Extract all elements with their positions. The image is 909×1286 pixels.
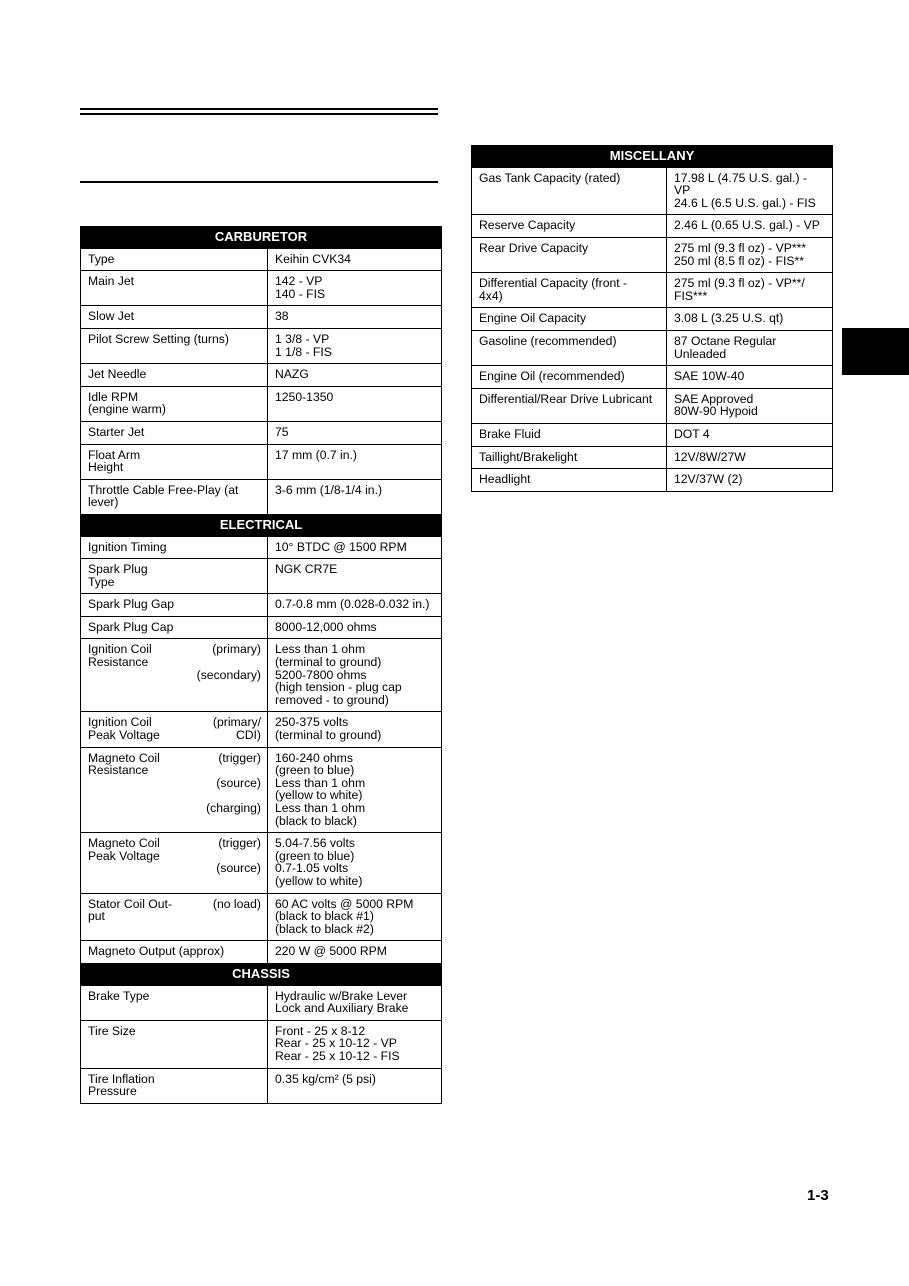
spec-value-cell: NAZG [268,364,442,387]
spec-label-cell: Spark Plug Type [81,559,268,594]
spec-value-cell: NGK CR7E [268,559,442,594]
spec-value-cell: 2.46 L (0.65 U.S. gal.) - VP [667,215,833,238]
spec-label: Ignition Coil Resistance [88,642,152,670]
spec-label: Magneto Coil Resistance [88,750,160,778]
spec-value-cell: Less than 1 ohm (terminal to ground) 5200-7800 ohms (high tension - plug cap removed - to ground) [268,639,442,712]
spec-label-cell: Reserve Capacity [472,215,667,238]
table-row [81,328,442,363]
table-row [472,446,833,469]
spec-value-cell: 3-6 mm (1/8-1/4 in.) [268,479,442,514]
spec-label-cell: Pilot Screw Setting (turns) [81,328,268,363]
table-row [81,747,442,833]
page-number: 1-3 [807,1187,829,1204]
spec-value-cell: Keihin CVK34 [268,248,442,271]
spec-value-cell: 1 3/8 - VP 1 1/8 - FIS [268,328,442,363]
spec-label-cell: Starter Jet [81,421,268,444]
chassis-section-title: CHASSIS [81,963,442,985]
spec-value-cell: DOT 4 [667,423,833,446]
table-row [472,237,833,272]
table-row [81,594,442,617]
spec-value-cell: 250-375 volts (terminal to ground) [268,712,442,747]
table-row [81,941,442,964]
table-row [81,364,442,387]
spec-label-cell: Type [81,248,268,271]
spec-label-cell: Jet Needle [81,364,268,387]
spec-value-cell: 17 mm (0.7 in.) [268,444,442,479]
table-row [81,306,442,329]
table-row [472,273,833,308]
spec-value-cell: 3.08 L (3.25 U.S. qt) [667,308,833,331]
table-row [81,559,442,594]
chapter-tab-marker [842,328,909,375]
table-row [81,893,442,941]
spec-value-cell: SAE Approved 80W-90 Hypoid [667,388,833,423]
miscellany-table [471,145,833,492]
electrical-section-header [81,514,442,536]
spec-value-cell: 75 [268,421,442,444]
spec-label-cell: Rear Drive Capacity [472,237,667,272]
spec-label-cell: Magneto Output (approx) [81,941,268,964]
spec-label-cell: Differential/Rear Drive Lubricant [472,388,667,423]
header-single-rule [80,181,438,183]
table-row [81,536,442,559]
table-row [81,985,442,1020]
spec-value-cell: 10° BTDC @ 1500 RPM [268,536,442,559]
spec-value-cell: 38 [268,306,442,329]
table-row [81,1020,442,1068]
spec-label-cell: Main Jet [81,271,268,306]
table-row [472,388,833,423]
spec-label-cell: Taillight/Brakelight [472,446,667,469]
spec-label-cell [81,833,268,893]
spec-label-cell: Engine Oil Capacity [472,308,667,331]
miscellany-section-header [472,146,833,168]
spec-value-cell: 87 Octane Regular Unleaded [667,330,833,365]
spec-label-cell: Differential Capacity (front - 4x4) [472,273,667,308]
spec-label: Ignition Coil Peak Voltage [88,715,160,743]
table-row [81,616,442,639]
spec-label-cell: Engine Oil (recommended) [472,366,667,389]
table-row [81,479,442,514]
spec-label: Magneto Coil Peak Voltage [88,836,160,863]
chassis-section-header [81,963,442,985]
spec-value-cell: 160-240 ohms (green to blue) Less than 1 ohm (yellow to white) Less than 1 ohm (black to black) [268,747,442,833]
carburetor-section-header [81,227,442,249]
spec-value-cell: Front - 25 x 8-12 Rear - 25 x 10-12 - VP Rear - 25 x 10-12 - FIS [268,1020,442,1068]
spec-label-cell: Slow Jet [81,306,268,329]
spec-label-cell [81,639,268,712]
miscellany-section-title: MISCELLANY [472,146,833,168]
spec-qualifier: (trigger) (source) (charging) [206,750,261,815]
spec-value-cell: 17.98 L (4.75 U.S. gal.) - VP 24.6 L (6.5 U.S. gal.) - FIS [667,167,833,215]
spec-label-cell [81,747,268,833]
spec-value-cell: 275 ml (9.3 fl oz) - VP*** 250 ml (8.5 fl oz) - FIS** [667,237,833,272]
spec-value-cell: SAE 10W-40 [667,366,833,389]
table-row [472,167,833,215]
spec-value-cell: 220 W @ 5000 RPM [268,941,442,964]
spec-label-cell: Gasoline (recommended) [472,330,667,365]
electrical-section-title: ELECTRICAL [81,514,442,536]
spec-value-cell: 0.35 kg/cm² (5 psi) [268,1068,442,1103]
spec-value-cell: 0.7-0.8 mm (0.028-0.032 in.) [268,594,442,617]
spec-value-cell: Hydraulic w/Brake Lever Lock and Auxiliary Brake [268,985,442,1020]
spec-label-cell: Spark Plug Gap [81,594,268,617]
spec-label-cell: Ignition Timing [81,536,268,559]
spec-value-cell: 8000-12,000 ohms [268,616,442,639]
carburetor-section-title: CARBURETOR [81,227,442,249]
spec-label-cell: Tire Size [81,1020,268,1068]
table-row [472,330,833,365]
table-row [81,421,442,444]
spec-label-cell: Tire Inflation Pressure [81,1068,268,1103]
table-row [81,639,442,712]
spec-label-cell: Spark Plug Cap [81,616,268,639]
spec-value-cell: 12V/37W (2) [667,469,833,492]
spec-value-cell: 275 ml (9.3 fl oz) - VP**/ FIS*** [667,273,833,308]
spec-label-cell: Brake Fluid [472,423,667,446]
spec-label-cell: Idle RPM (engine warm) [81,386,268,421]
spec-label-cell: Float Arm Height [81,444,268,479]
table-row [472,215,833,238]
spec-qualifier: (trigger) (source) [216,836,261,876]
table-row [472,469,833,492]
table-row [81,271,442,306]
table-row [81,248,442,271]
spec-qualifier: (no load) [212,896,261,911]
header-double-rule [80,108,438,115]
spec-value-cell: 12V/8W/27W [667,446,833,469]
spec-value-cell: 142 - VP 140 - FIS [268,271,442,306]
table-row [472,308,833,331]
table-row [81,833,442,893]
spec-value-cell: 1250-1350 [268,386,442,421]
table-row [472,423,833,446]
spec-label: Stator Coil Out- put [88,896,172,924]
spec-label-cell [81,893,268,941]
spec-qualifier: (primary) (secondary) [196,642,261,682]
spec-label-cell: Throttle Cable Free-Play (at lever) [81,479,268,514]
table-row [81,712,442,747]
spec-label-cell [81,712,268,747]
table-row [81,1068,442,1103]
spec-value-cell: 5.04-7.56 volts (green to blue) 0.7-1.05 volts (yellow to white) [268,833,442,893]
spec-label-cell: Gas Tank Capacity (rated) [472,167,667,215]
table-row [81,386,442,421]
table-row [81,444,442,479]
table-row [472,366,833,389]
carburetor-electrical-chassis-table [80,226,442,1104]
spec-value-cell: 60 AC volts @ 5000 RPM (black to black #1) (black to black #2) [268,893,442,941]
spec-label-cell: Headlight [472,469,667,492]
spec-qualifier: (primary/ CDI) [212,715,261,743]
spec-label-cell: Brake Type [81,985,268,1020]
